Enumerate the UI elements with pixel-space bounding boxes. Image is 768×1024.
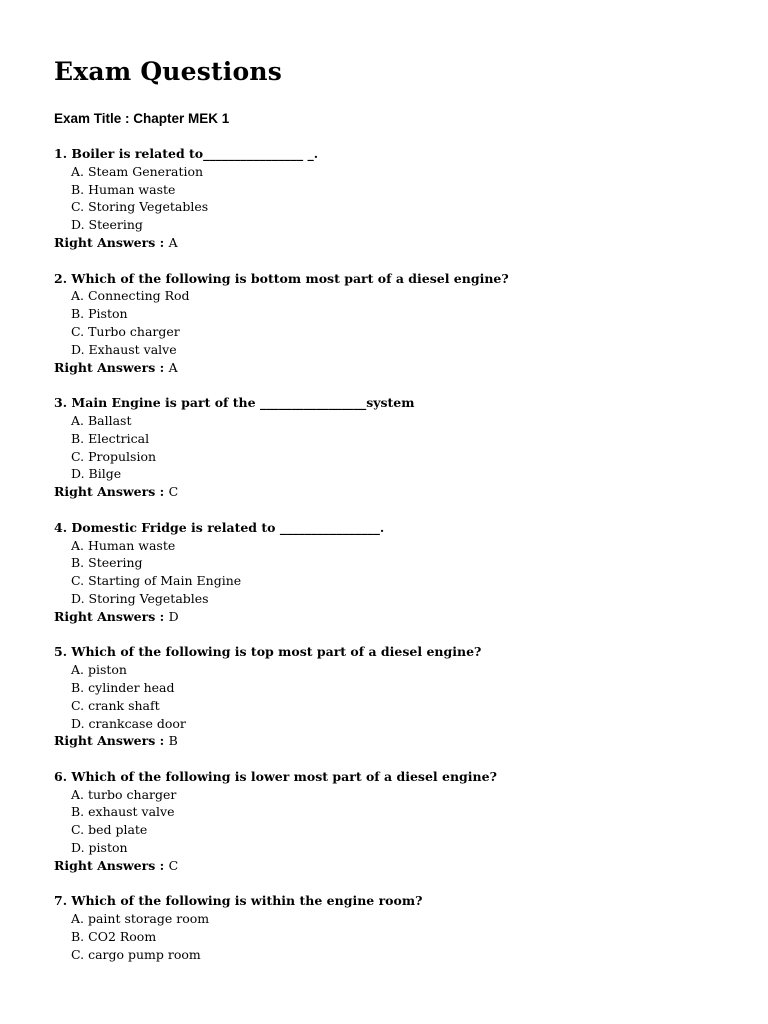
right-answer [54,359,738,377]
option-list [54,661,738,732]
right-answer [54,234,738,252]
right-answer-value: C [168,857,179,873]
question-text: 6. Which of the following is lower most part of a diesel engine? [54,768,497,784]
answer-option: D. Steering [71,217,143,233]
right-answer [54,608,738,626]
option-list [54,910,738,963]
page-title: Exam Questions [54,57,283,86]
answer-option: C. bed plate [71,822,148,838]
exam-title: Exam Title : Chapter MEK 1 [54,111,230,126]
answer-option: A. piston [71,662,127,678]
answer-option: D. piston [71,840,128,856]
answer-option: A. paint storage room [71,911,210,927]
answer-option: C. crank shaft [71,697,160,713]
answer-option: A. turbo charger [71,786,177,802]
question-text: 4. Domestic Fridge is related to ________________. [54,519,385,535]
option-list [54,537,738,608]
answer-option: C. cargo pump room [71,946,201,962]
question-text: 2. Which of the following is bottom most part of a diesel engine? [54,270,509,286]
question-2 [54,270,738,377]
answer-option: B. CO2 Room [71,929,157,945]
answer-option: A. Connecting Rod [71,288,190,304]
question-4 [54,519,738,626]
question-7 [54,892,738,963]
answer-option: B. Steering [71,555,143,571]
question-text: 7. Which of the following is within the engine room? [54,893,423,909]
question-text: 5. Which of the following is top most part of a diesel engine? [54,644,482,660]
answer-option: D. Storing Vegetables [71,590,209,606]
right-answer-label: Right Answers : [54,484,169,500]
answer-option: A. Ballast [71,412,132,428]
answer-option: C. Starting of Main Engine [71,573,242,589]
answer-option: C. Turbo charger [71,323,180,339]
answer-option: D. Exhaust valve [71,341,177,357]
right-answer [54,857,738,875]
document-page [54,56,738,981]
answer-option: B. Human waste [71,181,176,197]
right-answer-value: C [168,484,179,500]
question-3 [54,394,738,501]
right-answer-label: Right Answers : [54,608,169,624]
answer-option: B. Piston [71,306,128,322]
option-list [54,412,738,483]
answer-option: B. cylinder head [71,679,175,695]
right-answer-value: B [168,733,178,749]
option-list [54,287,738,358]
question-5 [54,643,738,750]
answer-option: A. Steam Generation [71,163,204,179]
right-answer-value: A [168,234,178,250]
question-list [54,145,738,964]
right-answer-value: A [168,359,178,375]
right-answer-label: Right Answers : [54,733,169,749]
question-text: 1. Boiler is related to________________ _. [54,146,319,161]
right-answer-value: D [168,608,179,624]
answer-option: B. exhaust valve [71,804,175,820]
right-answer-label: Right Answers : [54,359,169,375]
option-list [54,163,738,234]
question-1 [54,145,738,252]
answer-option: C. Storing Vegetables [71,199,209,215]
answer-option: A. Human waste [71,537,176,553]
right-answer [54,483,738,501]
right-answer [54,732,738,750]
answer-option: C. Propulsion [71,448,157,464]
answer-option: B. Electrical [71,430,150,446]
answer-option: D. crankcase door [71,715,186,731]
right-answer-label: Right Answers : [54,857,169,873]
right-answer-label: Right Answers : [54,234,169,250]
option-list [54,786,738,857]
question-text: 3. Main Engine is part of the _________________system [54,395,415,411]
answer-option: D. Bilge [71,466,122,482]
question-6 [54,768,738,875]
